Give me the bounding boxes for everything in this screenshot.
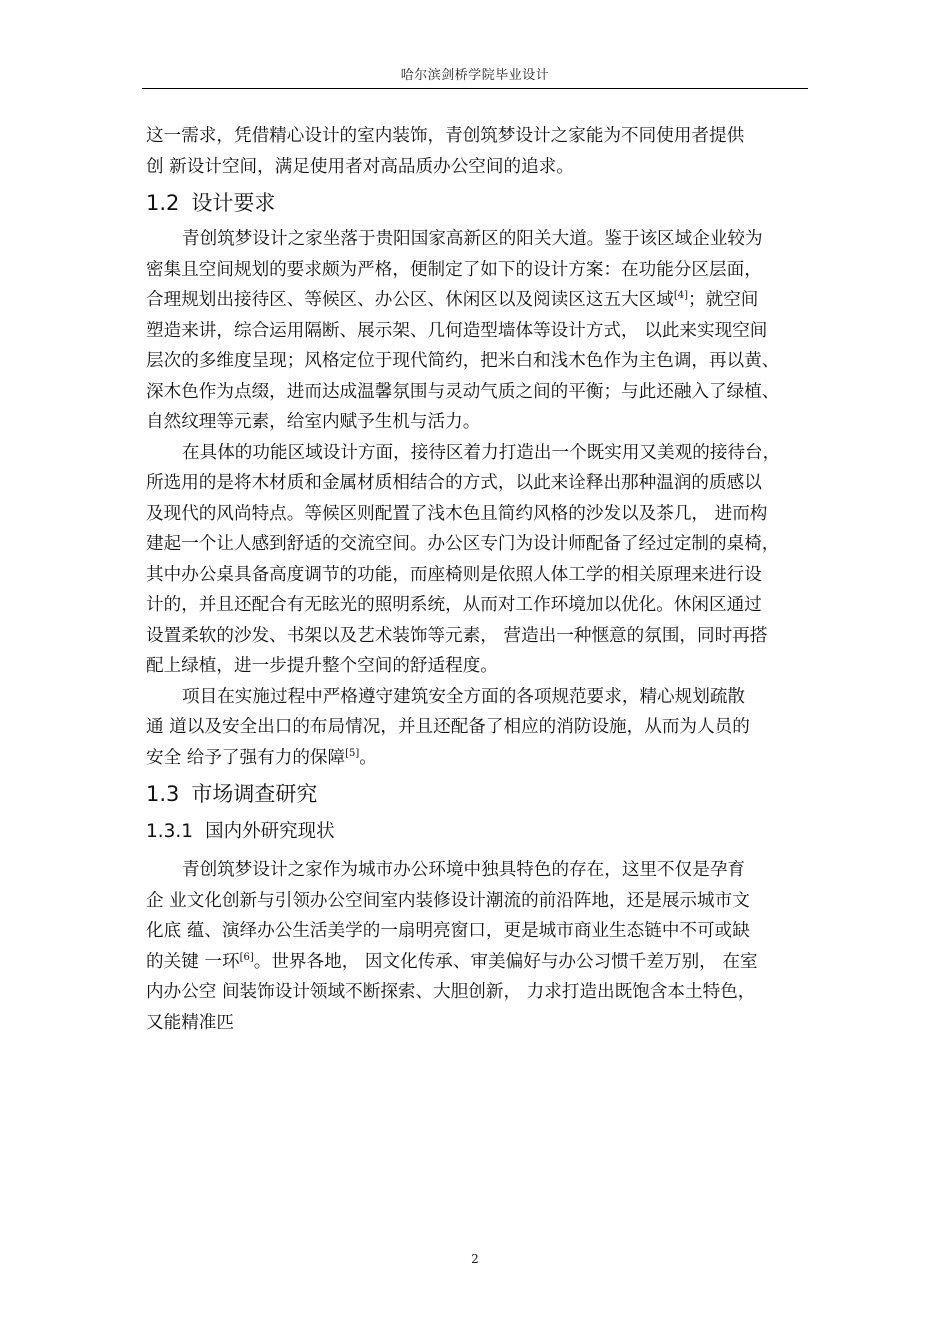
text-line: 塑造来讲，综合运用隔断、展示架、几何造型墙体等设计方式， 以此来实现空间 xyxy=(146,320,768,341)
text-line: 项目在实施过程中严格遵守建筑安全方面的各项规范要求，精心规划疏散 xyxy=(182,686,746,707)
subsection-title: 国内外研究现状 xyxy=(205,821,335,842)
text-line: 设置柔软的沙发、书架以及艺术装饰等元素， 营造出一种惬意的氛围，同时再搭 xyxy=(146,625,768,646)
text-line: 配上绿植，进一步提升整个空间的舒适程度。 xyxy=(146,656,498,676)
intro-paragraph xyxy=(146,121,826,182)
design-requirements-paragraph-1 xyxy=(146,224,826,438)
text-line: 青创筑梦设计之家作为城市办公环境中独具特色的存在，这里不仅是孕育 xyxy=(182,860,746,880)
text-line: 深木色作为点缀，进而达成温馨氛围与灵动气质之间的平衡；与此还融入了绿植、 xyxy=(146,381,780,402)
text-line: 计的，并且还配合有无眩光的照明系统，从而对工作环境加以优化。休闲区通过 xyxy=(146,595,762,615)
text-line: 安全 给予了强有力的保障[5]。 xyxy=(146,747,377,768)
text-line: 内办公空 间装饰设计领域不断探索、大胆创新， 力求打造出既饱含本土特色， xyxy=(146,982,756,1002)
section-number: 1.3 xyxy=(146,782,180,806)
text-line: 企 业文化创新与引领办公空间室内装修设计潮流的前沿阵地，还是展示城市文 xyxy=(146,890,750,911)
research-status-paragraph xyxy=(146,855,826,1038)
text-line: 在具体的功能区域设计方面，接待区着力打造出一个既实用又美观的接待台， xyxy=(182,442,781,463)
citation-ref: [6] xyxy=(239,951,254,963)
text-line: 其中办公桌具备高度调节的功能，而座椅则是依照人体工学的相关原理来进行设 xyxy=(146,564,762,585)
text-line: 又能精准匹 xyxy=(146,1012,234,1033)
subsection-number: 1.3.1 xyxy=(146,821,194,842)
section-heading-1-2 xyxy=(146,188,826,218)
page-body xyxy=(146,121,826,1038)
text-line: 密集且空间规划的要求颇为严格，便制定了如下的设计方案：在功能分区层面， xyxy=(146,259,762,280)
citation-ref: [5] xyxy=(345,747,360,759)
text-line: 创 新设计空间，满足使用者对高品质办公空间的追求。 xyxy=(146,156,574,177)
text-line: 所选用的是将木材质和金属材质相结合的方式，以此来诠释出那种温润的质感以 xyxy=(146,473,762,493)
section-title: 设计要求 xyxy=(191,191,276,215)
page-header: 哈尔滨剑桥学院毕业设计 xyxy=(400,68,550,83)
text-line: 自然纹理等元素，给室内赋予生机与活力。 xyxy=(146,412,481,432)
design-requirements-paragraph-2 xyxy=(146,438,826,682)
design-requirements-paragraph-3 xyxy=(146,682,826,774)
header-divider xyxy=(142,88,808,89)
text-line: 通 道以及安全出口的布局情况，并且还配备了相应的消防设施，从而为人员的 xyxy=(146,717,750,737)
section-title: 市场调查研究 xyxy=(191,782,318,806)
text-line: 这一需求，凭借精心设计的室内装饰，青创筑梦设计之家能为不同使用者提供 xyxy=(146,126,745,146)
page-number: 2 xyxy=(471,1252,479,1266)
text-line: 及现代的风尚特点。等候区则配置了浅木色且简约风格的沙发以及茶几， 进而构 xyxy=(146,503,768,524)
text-line: 的关键 一环[6]。世界各地， 因文化传承、审美偏好与办公习惯千差万别， 在室 xyxy=(146,951,758,972)
text-line: 化底 蕴、演绎办公生活美学的一扇明亮窗口，更是城市商业生态链中不可或缺 xyxy=(146,921,750,941)
text-line: 层次的多维度呈现；风格定位于现代简约，把米白和浅木色作为主色调，再以黄、 xyxy=(146,351,780,371)
text-line: 建起一个让人感到舒适的交流空间。办公区专门为设计师配备了经过定制的桌椅， xyxy=(146,534,780,554)
citation-ref: [4] xyxy=(673,290,688,301)
section-heading-1-3 xyxy=(146,779,826,809)
text-line: 合理规划出接待区、等候区、办公区、休闲区以及阅读区这五大区域[4]；就空间 xyxy=(146,290,759,310)
subsection-heading-1-3-1 xyxy=(146,817,826,847)
section-number: 1.2 xyxy=(146,191,180,215)
text-line: 青创筑梦设计之家坐落于贵阳国家高新区的阳关大道。鉴于该区域企业较为 xyxy=(182,229,763,249)
